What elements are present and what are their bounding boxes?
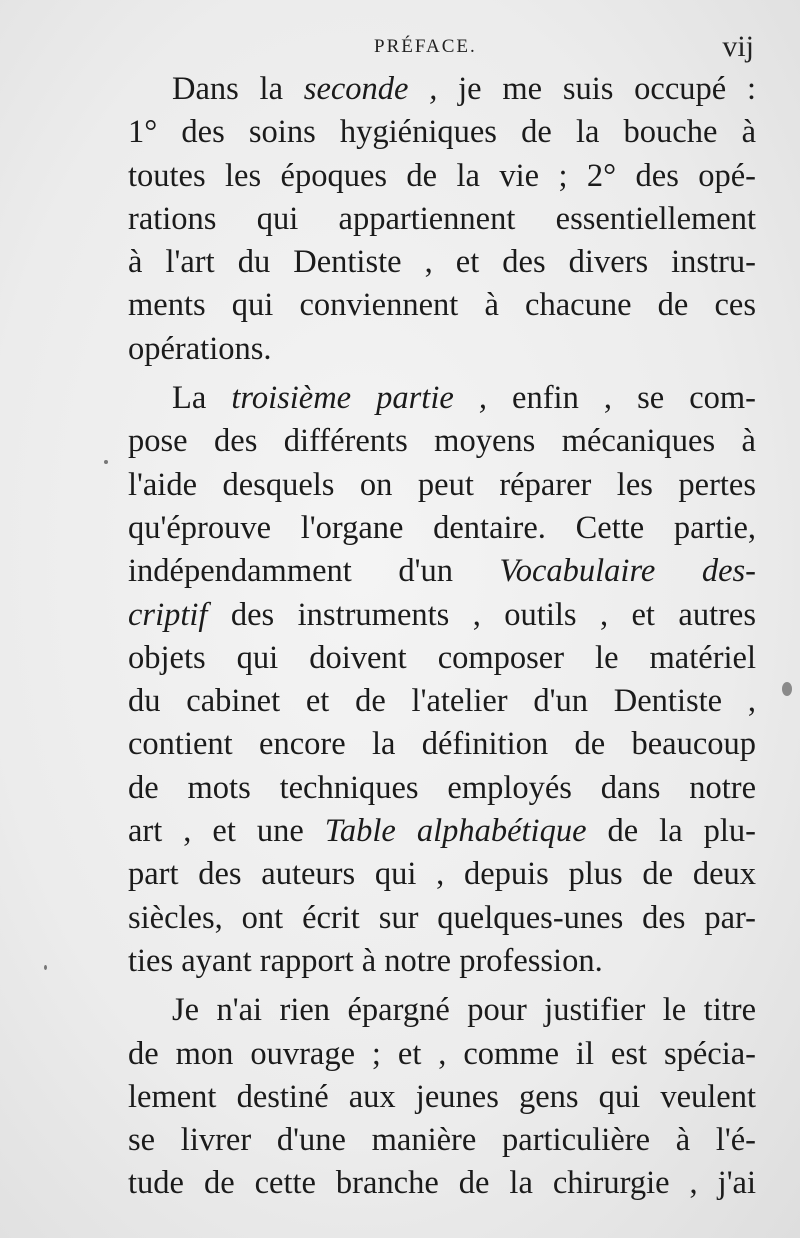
text-line	[128, 464, 756, 507]
text-segment: enfin , se com-	[486, 380, 756, 417]
italic-text: criptif	[128, 596, 208, 633]
text-line	[128, 328, 756, 371]
text-line	[128, 377, 756, 420]
text-line	[128, 940, 756, 983]
text-line	[128, 111, 756, 154]
text-line	[128, 1033, 756, 1076]
ink-speck	[782, 682, 792, 696]
text-line	[128, 155, 756, 198]
text-segment: rations qui appartiennent essentiellement	[128, 200, 756, 237]
italic-text: troisième partie ,	[231, 380, 487, 417]
text-segment: La	[172, 380, 232, 417]
text-segment: indépendamment d'un	[128, 553, 500, 590]
text-segment: tude de cette branche de la chirurgie , j'ai	[128, 1165, 756, 1202]
text-line	[128, 550, 756, 593]
text-line	[128, 198, 756, 241]
text-line	[128, 853, 756, 896]
text-segment: l'aide desquels on peut réparer les pertes	[128, 466, 756, 503]
text-segment: se livrer d'une manière particulière à l'é-	[128, 1122, 756, 1159]
text-line	[128, 637, 756, 680]
text-line	[128, 767, 756, 810]
italic-text: Table alphabétique	[324, 813, 587, 850]
text-segment: Je n'ai rien épargné pour justifier le titre	[172, 992, 756, 1029]
body-text	[128, 68, 756, 1206]
text-segment: 1° des soins hygiéniques de la bouche à	[128, 114, 756, 151]
text-segment: part des auteurs qui , depuis plus de deux	[128, 856, 756, 893]
running-title: PRÉFACE.	[374, 36, 477, 57]
text-line	[128, 680, 756, 723]
text-segment: contient encore la définition de beaucoup	[128, 726, 756, 763]
text-segment: ments qui conviennent à chacune de ces	[128, 287, 756, 324]
text-line	[128, 1119, 756, 1162]
italic-text: Vocabulaire des-	[499, 553, 756, 590]
text-segment: art , et une	[128, 813, 325, 850]
text-segment: du cabinet et de l'atelier d'un Dentiste ,	[128, 683, 756, 720]
text-segment: qu'éprouve l'organe dentaire. Cette partie,	[128, 509, 756, 546]
text-segment: de mon ouvrage ; et , comme il est spécia-	[128, 1035, 756, 1072]
text-segment: opérations.	[128, 330, 272, 367]
ink-speck	[104, 460, 108, 464]
text-line	[128, 723, 756, 766]
text-line	[128, 507, 756, 550]
text-segment: Dans la	[172, 71, 304, 107]
text-segment: siècles, ont écrit sur quelques-unes des par-	[128, 899, 756, 936]
text-segment: de la plu-	[586, 813, 756, 850]
text-line	[128, 810, 756, 853]
text-line	[128, 241, 756, 284]
text-segment: lement destiné aux jeunes gens qui veulent	[128, 1078, 756, 1115]
text-line	[128, 989, 756, 1032]
text-segment: à l'art du Dentiste , et des divers instru-	[128, 244, 756, 281]
text-segment: je me suis occupé :	[437, 71, 757, 107]
text-line	[128, 68, 756, 111]
text-segment: objets qui doivent composer le matériel	[128, 639, 756, 676]
text-line	[128, 1162, 756, 1205]
italic-text: seconde ,	[303, 71, 438, 107]
text-segment: de mots techniques employés dans notre	[128, 769, 756, 806]
text-line	[128, 284, 756, 327]
text-line	[128, 420, 756, 463]
text-segment: toutes les époques de la vie ; 2° des opé-	[128, 157, 756, 194]
text-line	[128, 897, 756, 940]
ink-speck	[44, 965, 47, 970]
text-segment: des instruments , outils , et autres	[207, 596, 756, 633]
page-number: vij	[722, 30, 754, 63]
text-line	[128, 594, 756, 637]
text-segment: ties ayant rapport à notre profession.	[128, 942, 603, 979]
text-segment: pose des différents moyens mécaniques à	[128, 423, 756, 460]
text-line	[128, 1076, 756, 1119]
